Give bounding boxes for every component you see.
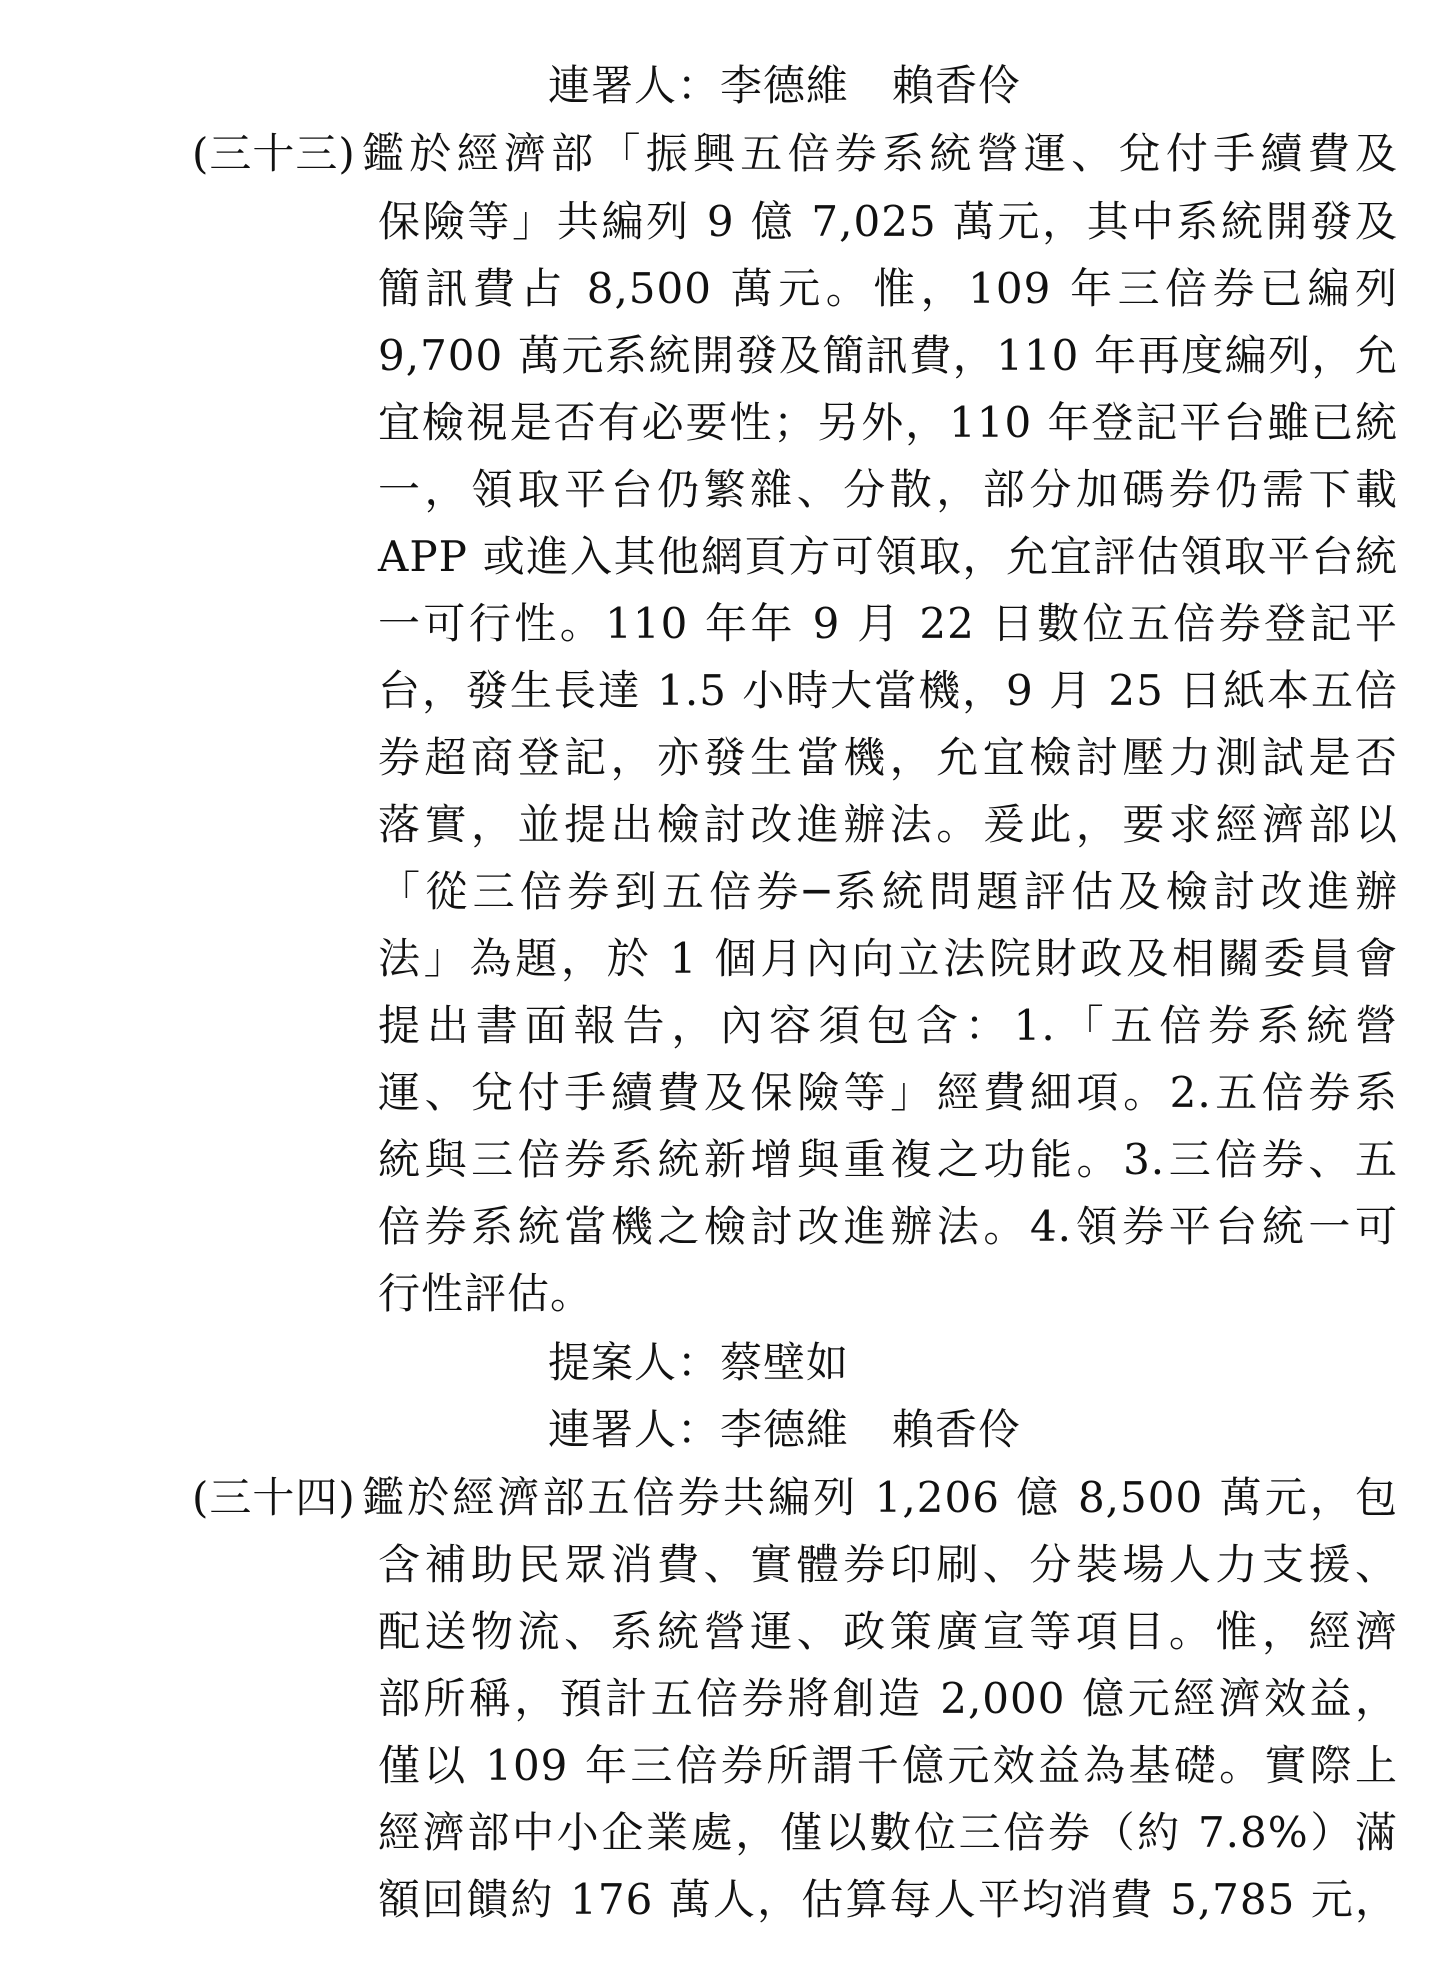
item-33-line-17: 倍券系統當機之檢討改進辦法。4.領券平台統一可	[378, 1202, 1398, 1251]
item-34-line-7: 額回饋約 176 萬人，估算每人平均消費 5,785 元，	[378, 1875, 1398, 1924]
item-33-line-4: 9,700 萬元系統開發及簡訊費，110 年再度編列，允	[378, 331, 1398, 380]
item-33-line-15: 運、兌付手續費及保險等」經費細項。2.五倍券系	[378, 1068, 1398, 1117]
item-34-line-6: 經濟部中小企業處，僅以數位三倍券（約 7.8%）滿	[378, 1808, 1398, 1857]
item-34-line-5: 僅以 109 年三倍券所謂千億元效益為基礎。實際上	[378, 1741, 1398, 1790]
item-34-line-2: 含補助民眾消費、實體券印刷、分裝場人力支援、	[378, 1540, 1398, 1589]
proposer-line: 提案人：蔡壁如	[548, 1338, 850, 1387]
item-33-line-13: 法」為題，於 1 個月內向立法院財政及相關委員會	[378, 934, 1398, 983]
item-number-33: (三十三)	[192, 129, 356, 178]
item-33-line-8: 一可行性。110 年年 9 月 22 日數位五倍券登記平	[378, 599, 1398, 648]
item-34-line-1: 鑑於經濟部五倍券共編列 1,206 億 8,500 萬元，包	[362, 1473, 1398, 1522]
item-33-line-3: 簡訊費占 8,500 萬元。惟，109 年三倍券已編列	[378, 264, 1398, 313]
co-signers-line-top: 連署人：李德維 賴香伶	[548, 61, 1022, 110]
item-33-line-6: 一，領取平台仍繁雜、分散，部分加碼券仍需下載	[378, 465, 1398, 514]
item-34-line-3: 配送物流、系統營運、政策廣宣等項目。惟，經濟	[378, 1607, 1398, 1656]
item-33-line-9: 台，發生長達 1.5 小時大當機，9 月 25 日紙本五倍	[378, 666, 1398, 715]
co-signers-line: 連署人：李德維 賴香伶	[548, 1405, 1022, 1454]
item-33-line-11: 落實，並提出檢討改進辦法。爰此，要求經濟部以	[378, 800, 1398, 849]
item-33-line-5: 宜檢視是否有必要性；另外，110 年登記平台雖已統	[378, 398, 1398, 447]
item-33-line-10: 券超商登記，亦發生當機，允宜檢討壓力測試是否	[378, 733, 1398, 782]
item-33-line-2: 保險等」共編列 9 億 7,025 萬元，其中系統開發及	[378, 197, 1398, 246]
item-34-line-4: 部所稱，預計五倍券將創造 2,000 億元經濟效益，	[378, 1674, 1398, 1723]
item-33-line-14: 提出書面報告，內容須包含：1.「五倍券系統營	[378, 1001, 1398, 1050]
item-number-34: (三十四)	[192, 1473, 356, 1522]
item-33-line-18: 行性評估。	[378, 1269, 594, 1318]
item-33-line-1: 鑑於經濟部「振興五倍券系統營運、兌付手續費及	[362, 129, 1398, 178]
item-33-line-7: APP 或進入其他網頁方可領取，允宜評估領取平台統	[378, 532, 1398, 581]
item-33-line-12: 「從三倍券到五倍券─系統問題評估及檢討改進辦	[378, 867, 1398, 916]
item-33-line-16: 統與三倍券系統新增與重複之功能。3.三倍券、五	[378, 1135, 1398, 1184]
